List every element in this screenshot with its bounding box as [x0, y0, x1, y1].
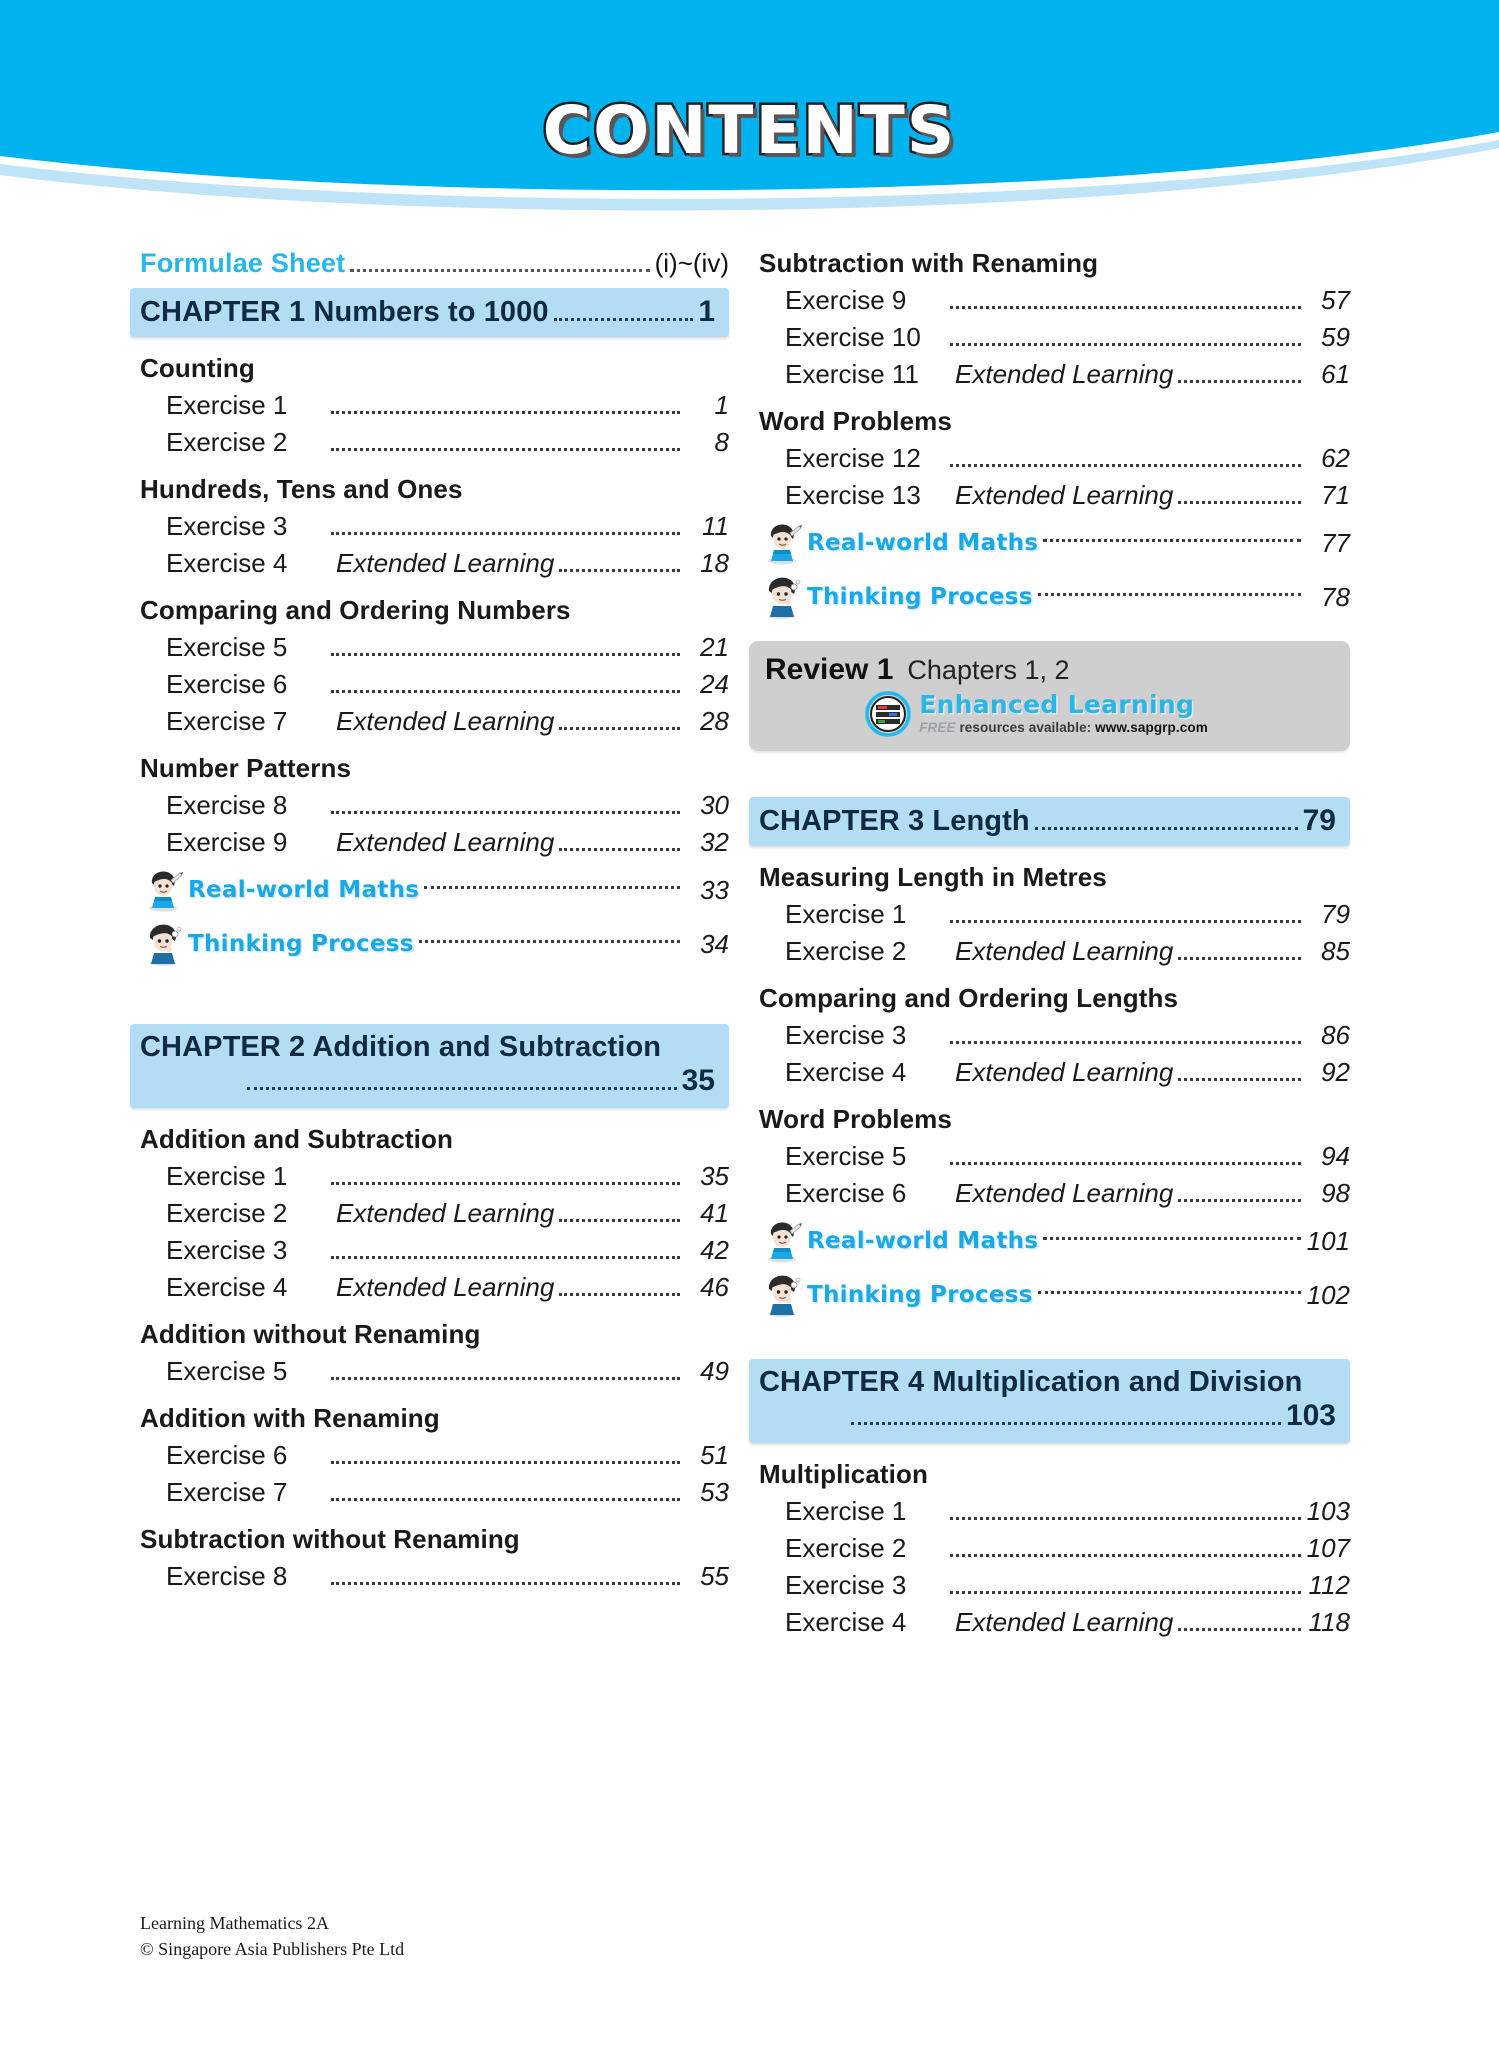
- exercise-page: 8: [714, 427, 729, 457]
- exercise-page: 1: [714, 390, 729, 420]
- exercise-page: 98: [1321, 1178, 1350, 1208]
- chapter-3-page: 79: [1302, 804, 1336, 837]
- exercise-page: 35: [700, 1161, 729, 1191]
- leader-dots: [950, 343, 1301, 346]
- exercise-label: Exercise 4: [166, 548, 288, 578]
- toc-entry-exercise[interactable]: [759, 1020, 1350, 1051]
- topic-heading: Multiplication: [759, 1459, 928, 1489]
- toc-entry-exercise[interactable]: [140, 1440, 729, 1471]
- real-world-maths-page: 77: [1321, 527, 1350, 558]
- toc-entry-exercise[interactable]: [140, 390, 729, 421]
- exercise-page: 112: [1308, 1570, 1350, 1600]
- leader-dots: [554, 318, 694, 321]
- toc-entry-exercise[interactable]: [140, 1477, 729, 1508]
- exercise-label: Exercise 10: [785, 322, 921, 352]
- page-header-banner: [0, 0, 1499, 230]
- enhanced-learning-title: Enhanced Learning: [919, 690, 1195, 720]
- exercise-tag: Extended Learning: [336, 1272, 555, 1302]
- chapter-1-page: 1: [698, 295, 715, 328]
- real-world-maths-label: Real-world Maths: [188, 877, 420, 903]
- topic-heading: Comparing and Ordering Lengths: [759, 983, 1179, 1013]
- leader-dots: [331, 411, 680, 414]
- leader-dots: [950, 1162, 1301, 1165]
- exercise-page: 21: [700, 632, 729, 662]
- exercise-page: 49: [700, 1356, 729, 1386]
- leader-dots: [331, 1377, 680, 1380]
- leader-dots: [1038, 1291, 1301, 1294]
- leader-dots: [331, 653, 680, 656]
- topic-heading: Counting: [140, 353, 255, 383]
- exercise-label: Exercise 12: [785, 443, 921, 473]
- topic-heading: Word Problems: [759, 406, 952, 436]
- exercise-tag: Extended Learning: [336, 706, 555, 736]
- exercise-page: 71: [1321, 480, 1350, 510]
- toc-entry-exercise[interactable]: [140, 790, 729, 821]
- exercise-page: 42: [700, 1235, 729, 1265]
- leader-dots: [331, 1461, 680, 1464]
- toc-entry-exercise[interactable]: [140, 1356, 729, 1387]
- exercise-page: 59: [1321, 322, 1350, 352]
- toc-entry-exercise[interactable]: [759, 1057, 1350, 1088]
- exercise-label: Exercise 7: [166, 706, 288, 736]
- toc-entry-exercise[interactable]: [140, 1272, 729, 1303]
- chapter-3-title: CHAPTER 3 Length: [759, 805, 1030, 837]
- toc-entry-exercise[interactable]: [140, 632, 729, 663]
- thinking-process-label: Thinking Process: [807, 1282, 1033, 1308]
- exercise-tag: Extended Learning: [955, 1607, 1174, 1637]
- exercise-label: Exercise 7: [166, 1477, 288, 1507]
- leader-dots: [419, 940, 680, 943]
- exercise-page: 103: [1306, 1496, 1350, 1526]
- exercise-label: Exercise 1: [166, 390, 288, 420]
- real-world-maths-page: 33: [700, 874, 729, 905]
- exercise-page: 94: [1321, 1141, 1350, 1171]
- exercise-label: Exercise 8: [166, 790, 288, 820]
- exercise-label: Exercise 4: [166, 1272, 288, 1302]
- leader-dots: [331, 1582, 680, 1585]
- exercise-page: 41: [700, 1198, 729, 1228]
- chapter-1-title: CHAPTER 1 Numbers to 1000: [140, 296, 549, 328]
- toc-entry-real-world-maths[interactable]: [759, 521, 1350, 565]
- toc-entry-exercise[interactable]: [140, 511, 729, 542]
- exercise-label: Exercise 5: [166, 1356, 288, 1386]
- leader-dots: [1043, 539, 1301, 542]
- leader-dots: [331, 1182, 680, 1185]
- exercise-page: 30: [700, 790, 729, 820]
- exercise-label: Exercise 1: [785, 1496, 907, 1526]
- leader-dots: [331, 811, 680, 814]
- enhanced-learning-subtitle: [919, 720, 1208, 736]
- topic-heading: Word Problems: [759, 1104, 952, 1134]
- toc-entry-exercise[interactable]: [759, 1141, 1350, 1172]
- contents-columns: [0, 248, 1499, 1644]
- leader-dots: [1035, 827, 1298, 830]
- enhanced-learning-texts: [919, 692, 1208, 735]
- exercise-page: 28: [700, 706, 729, 736]
- exercise-page: 55: [700, 1561, 729, 1591]
- chapter-bar-4[interactable]: [749, 1359, 1350, 1443]
- page-title: CONTENTS: [542, 92, 957, 169]
- topic-heading: Hundreds, Tens and Ones: [140, 474, 463, 504]
- exercise-label: Exercise 5: [166, 632, 288, 662]
- exercise-page: 11: [702, 511, 729, 541]
- topic-heading: Comparing and Ordering Numbers: [140, 595, 571, 625]
- chapter-bar-2[interactable]: [130, 1024, 729, 1108]
- chapter-bar-3[interactable]: [749, 797, 1350, 846]
- enhanced-url: www.sapgrp.com: [1095, 719, 1208, 735]
- topic-heading: Addition with Renaming: [140, 1403, 440, 1433]
- enhanced-learning-icon: [865, 691, 911, 737]
- toc-entry-exercise[interactable]: [759, 480, 1350, 511]
- leader-dots: [559, 727, 680, 730]
- leader-dots: [1178, 380, 1301, 383]
- leader-dots: [950, 306, 1301, 309]
- enhanced-resources-text: resources available:: [955, 719, 1096, 735]
- spacer: [759, 1323, 1350, 1353]
- toc-entry-exercise[interactable]: [140, 427, 729, 458]
- real-world-maths-page: 101: [1306, 1225, 1350, 1256]
- exercise-tag: Extended Learning: [336, 548, 555, 578]
- topic-heading: Number Patterns: [140, 753, 351, 783]
- leader-dots: [559, 1293, 680, 1296]
- exercise-label: Exercise 13: [785, 480, 921, 510]
- footer-copyright: © Singapore Asia Publishers Pte Ltd: [140, 1938, 405, 1959]
- exercise-label: Exercise 2: [166, 427, 288, 457]
- leader-dots: [1178, 957, 1301, 960]
- topic-heading: Subtraction with Renaming: [759, 248, 1099, 278]
- leader-dots: [1178, 1628, 1301, 1631]
- exercise-tag: Extended Learning: [955, 1178, 1174, 1208]
- page-footer: [140, 1910, 404, 1962]
- leader-dots: [950, 1517, 1301, 1520]
- toc-entry-exercise[interactable]: [759, 1178, 1350, 1209]
- review-chapters: Chapters 1, 2: [907, 655, 1070, 685]
- exercise-page: 79: [1321, 899, 1350, 929]
- exercise-page: 18: [700, 548, 729, 578]
- exercise-label: Exercise 2: [785, 936, 907, 966]
- toc-entry-real-world-maths[interactable]: [759, 1219, 1350, 1263]
- leader-dots: [559, 1219, 680, 1222]
- formulae-sheet-page: (i)~(iv): [654, 248, 729, 278]
- exercise-label: Exercise 9: [166, 827, 288, 857]
- chapter-2-title: CHAPTER 2 Addition and Subtraction: [140, 1031, 662, 1063]
- leader-dots: [1178, 1078, 1301, 1081]
- leader-dots: [247, 1087, 677, 1090]
- toc-entry-exercise[interactable]: [140, 1198, 729, 1229]
- toc-entry-exercise[interactable]: [759, 899, 1350, 930]
- exercise-page: 62: [1321, 443, 1350, 473]
- formulae-sheet-label: Formulae Sheet: [140, 248, 346, 278]
- leader-dots: [331, 690, 680, 693]
- toc-entry-thinking-process[interactable]: [140, 922, 729, 966]
- thinking-process-label: Thinking Process: [188, 931, 414, 957]
- review-1-box[interactable]: [749, 641, 1350, 751]
- right-column: [749, 248, 1498, 1644]
- enhanced-learning-badge[interactable]: [765, 691, 1334, 737]
- toc-entry-exercise[interactable]: [140, 827, 729, 858]
- toc-entry-exercise[interactable]: [140, 548, 729, 579]
- leader-dots: [950, 1554, 1301, 1557]
- exercise-label: Exercise 9: [785, 285, 907, 315]
- leader-dots: [331, 1498, 680, 1501]
- exercise-page: 46: [700, 1272, 729, 1302]
- exercise-page: 51: [700, 1440, 729, 1470]
- toc-entry-exercise[interactable]: [140, 1561, 729, 1592]
- toc-entry-thinking-process[interactable]: [759, 575, 1350, 619]
- exercise-label: Exercise 3: [166, 511, 288, 541]
- chapter-2-page: 35: [681, 1064, 715, 1097]
- topic-heading: Subtraction without Renaming: [140, 1524, 520, 1554]
- leader-dots: [1178, 1199, 1301, 1202]
- exercise-tag: Extended Learning: [955, 359, 1174, 389]
- exercise-label: Exercise 2: [166, 1198, 288, 1228]
- exercise-label: Exercise 4: [785, 1057, 907, 1087]
- toc-entry-exercise[interactable]: [759, 1607, 1350, 1638]
- real-world-maths-icon: [761, 1219, 803, 1263]
- thinking-process-page: 102: [1306, 1279, 1350, 1310]
- topic-heading: Measuring Length in Metres: [759, 862, 1107, 892]
- exercise-label: Exercise 11: [785, 359, 919, 389]
- enhanced-free-word: FREE: [919, 719, 956, 735]
- exercise-page: 61: [1321, 359, 1350, 389]
- exercise-page: 92: [1321, 1057, 1350, 1087]
- toc-entry-exercise[interactable]: [140, 1235, 729, 1266]
- exercise-page: 57: [1321, 285, 1350, 315]
- toc-entry-exercise[interactable]: [140, 669, 729, 700]
- leader-dots: [950, 1041, 1301, 1044]
- exercise-page: 24: [700, 669, 729, 699]
- exercise-label: Exercise 6: [166, 1440, 288, 1470]
- exercise-tag: Extended Learning: [955, 936, 1174, 966]
- toc-entry-exercise[interactable]: [140, 706, 729, 737]
- exercise-tag: Extended Learning: [955, 480, 1174, 510]
- exercise-tag: Extended Learning: [336, 1198, 555, 1228]
- leader-dots: [1038, 593, 1301, 596]
- leader-dots: [424, 886, 680, 889]
- real-world-maths-icon: [142, 868, 184, 912]
- leader-dots: [331, 532, 680, 535]
- leader-dots: [350, 269, 649, 272]
- footer-book-title: Learning Mathematics 2A: [140, 1912, 329, 1933]
- exercise-label: Exercise 3: [785, 1570, 907, 1600]
- leader-dots: [950, 920, 1301, 923]
- leader-dots: [851, 1422, 1281, 1425]
- real-world-maths-label: Real-world Maths: [807, 530, 1039, 556]
- chapter-4-title: CHAPTER 4 Multiplication and Division: [759, 1366, 1303, 1398]
- toc-entry-exercise[interactable]: [759, 1570, 1350, 1601]
- toc-entry-exercise[interactable]: [759, 322, 1350, 353]
- thinking-process-page: 34: [700, 928, 729, 959]
- review-title: Review 1: [765, 653, 894, 686]
- leader-dots: [950, 464, 1301, 467]
- exercise-label: Exercise 3: [166, 1235, 288, 1265]
- exercise-label: Exercise 5: [785, 1141, 907, 1171]
- leader-dots: [1043, 1237, 1301, 1240]
- exercise-page: 86: [1321, 1020, 1350, 1050]
- leader-dots: [331, 448, 680, 451]
- leader-dots: [950, 1591, 1301, 1594]
- exercise-page: 85: [1321, 936, 1350, 966]
- toc-entry-exercise[interactable]: [759, 1533, 1350, 1564]
- leader-dots: [331, 1256, 680, 1259]
- toc-entry-exercise[interactable]: [759, 285, 1350, 316]
- toc-entry-exercise[interactable]: [140, 1161, 729, 1192]
- exercise-label: Exercise 1: [166, 1161, 288, 1191]
- leader-dots: [559, 848, 680, 851]
- exercise-label: Exercise 6: [785, 1178, 907, 1208]
- exercise-page: 107: [1306, 1533, 1350, 1563]
- leader-dots: [559, 569, 680, 572]
- thinking-process-icon: [761, 1273, 803, 1317]
- real-world-maths-icon: [761, 521, 803, 565]
- chapter-4-page: 103: [1285, 1399, 1336, 1432]
- toc-entry-exercise[interactable]: [759, 443, 1350, 474]
- leader-dots: [1178, 501, 1301, 504]
- thinking-process-icon: [142, 922, 184, 966]
- toc-entry-exercise[interactable]: [759, 936, 1350, 967]
- chapter-bar-1[interactable]: [130, 288, 729, 337]
- spacer: [140, 972, 729, 1018]
- thinking-process-icon: [761, 575, 803, 619]
- exercise-page: 53: [700, 1477, 729, 1507]
- exercise-label: Exercise 2: [785, 1533, 907, 1563]
- exercise-label: Exercise 3: [785, 1020, 907, 1050]
- exercise-tag: Extended Learning: [336, 827, 555, 857]
- review-header: [765, 653, 1334, 687]
- exercise-label: Exercise 1: [785, 899, 907, 929]
- exercise-label: Exercise 4: [785, 1607, 907, 1637]
- exercise-page: 32: [700, 827, 729, 857]
- real-world-maths-label: Real-world Maths: [807, 1228, 1039, 1254]
- topic-heading: Addition without Renaming: [140, 1319, 481, 1349]
- left-column: [0, 248, 749, 1644]
- topic-heading: Addition and Subtraction: [140, 1124, 453, 1154]
- toc-entry-real-world-maths[interactable]: [140, 868, 729, 912]
- exercise-tag: Extended Learning: [955, 1057, 1174, 1087]
- exercise-label: Exercise 6: [166, 669, 288, 699]
- toc-entry-formulae-sheet[interactable]: [140, 248, 729, 279]
- toc-entry-exercise[interactable]: [759, 359, 1350, 390]
- thinking-process-label: Thinking Process: [807, 584, 1033, 610]
- toc-entry-thinking-process[interactable]: [759, 1273, 1350, 1317]
- exercise-label: Exercise 8: [166, 1561, 288, 1591]
- toc-entry-exercise[interactable]: [759, 1496, 1350, 1527]
- exercise-page: 118: [1308, 1607, 1350, 1637]
- spacer: [759, 761, 1350, 791]
- thinking-process-page: 78: [1321, 581, 1350, 612]
